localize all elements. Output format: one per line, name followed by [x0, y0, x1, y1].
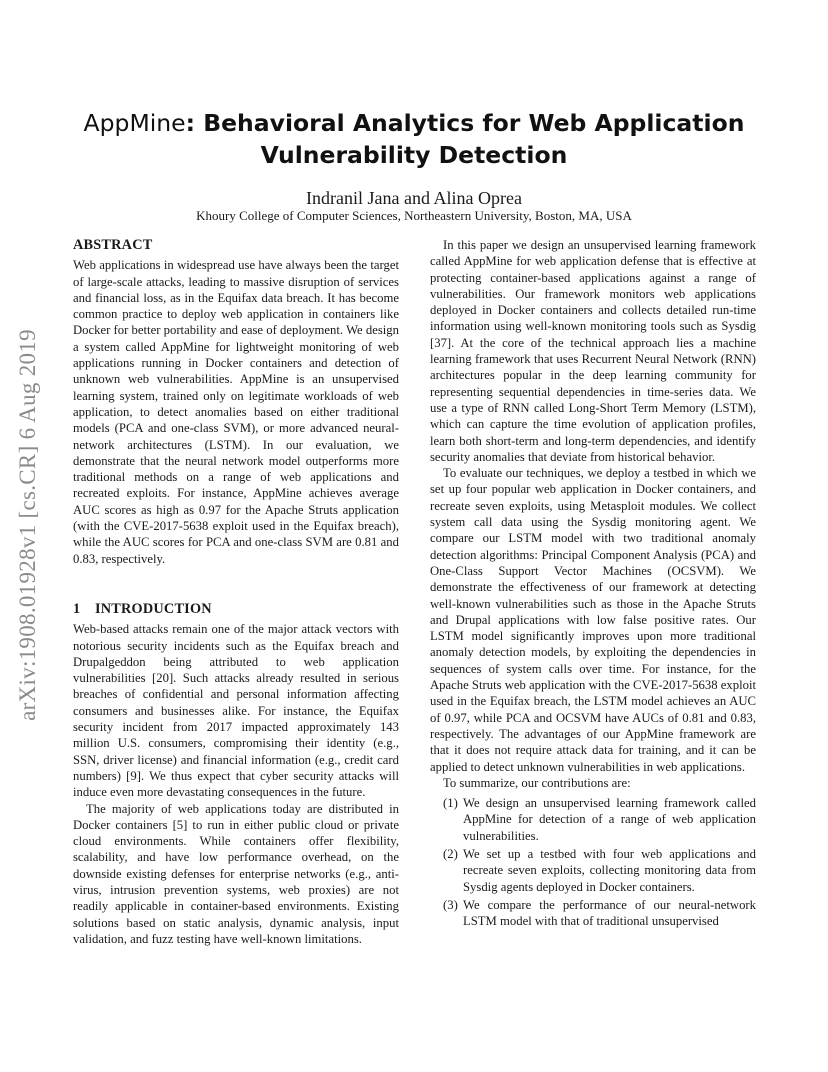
section-number: 1	[73, 600, 81, 617]
arxiv-identifier-text: arXiv:1908.01928v1 [cs.CR] 6 Aug 2019	[15, 329, 40, 721]
section-title: INTRODUCTION	[95, 600, 212, 617]
abstract-heading: ABSTRACT	[73, 237, 153, 253]
right-paragraph-2: To evaluate our techniques, we deploy a testbed in which we set up four popular web application in Docker containers, and recreate seven exploits, using Metasploit modules. We collect system call data using the Sysdig monitoring agent. We compare our LSTM model with two traditional anomaly detection algorithms: Principal Component Analysis (PCA) and One-Class Support Vector Machines (OCSVM). We demonstrate the effectiveness of our framework at detecting well-known vulnerabilities such as those in the Apache Struts and Drupal applications with low false positive rates. Our LSTM model significantly improves upon more traditional anomaly detection models, by exploiting the dependencies in sequences of system calls over time. For instance, for the Apache Struts web application with the CVE-2017-5638 exploit used in the Equifax breach, the LSTM model achieves an AUC of 0.97, while PCA and OCSVM have AUCs of 0.81 and 0.83, respectively. The advantages of our AppMine framework are that it does not require attack data for training, and it can be applied to detect unknown vulnerabilities in web applications.	[430, 466, 756, 774]
affiliation: Khoury College of Computer Sciences, Northeastern University, Boston, MA, USA	[196, 208, 632, 223]
right-paragraph-1: In this paper we design an unsupervised learning framework called AppMine for web application defense that is effective at protecting container-based applications against a range of vulnerabilities. Our framework monitors web applications deployed in Docker containers and collects detailed run-time information using well-known monitoring tools such as Sysdig [37]. At the core of the technical approach lies a machine learning framework that uses Recurrent Neural Network (RNN) architectures popular in the deep learning community for representing sequential dependencies in time-series data. We use a type of RNN called Long-Short Term Memory (LSTM), which can capture the time evolution of application profiles, learn both short-term and long-term dependencies, and identify security anomalies that deviate from historical behavior.	[430, 238, 756, 464]
abstract-text: Web applications in widespread use have always been the target of large-scale attacks, leading to massive disruption of services and financial loss, as in the Equifax data breach. It has become common practice to deploy web application in containers like Docker for better portability and ease of deployment. We design a system called AppMine for lightweight monitoring of web applications running in Docker containers and detection of unknown web vulnerabilities. AppMine is an unsupervised learning system, trained only on legitimate workloads of web application, to detect anomalies based on either traditional models (PCA and one-class SVM), or more advanced neural-network architectures (LSTM). In our evaluation, we demonstrate that the neural network model outperforms more traditional methods on a range of web applications and recreated exploits. For instance, AppMine achieves average AUC scores as high as 0.97 for the Apache Struts application (with the CVE-2017-5638 exploit used in the Equifax breach), while the AUC scores for PCA and one-class SVM are 0.81 and 0.83, respectively.	[73, 258, 399, 566]
list-item-text: We set up a testbed with four web applications and recreate seven exploits, collecting monitoring data from Sysdig agents deployed in Docker containers.	[463, 846, 756, 894]
title-line1: : Behavioral Analytics for Web Application	[185, 109, 745, 137]
list-item-text: We compare the performance of our neural-network LSTM model with that of traditional unsupervised	[463, 897, 756, 929]
list-item	[430, 846, 756, 895]
title-block	[60, 107, 768, 171]
intro-paragraph-2: The majority of web applications today are distributed in Docker containers [5] to run in either public cloud or private cloud environments. While containers offer flexibility, scalability, and have low performance overhead, on the downside existing defenses for enterprise networks (e.g., anti-virus, intrusion prevention systems, web proxies) are not readily applicable in container-based environments. Existing solutions based on static analysis, dynamic analysis, input validation, and fuzz testing have well-known limitations.	[73, 801, 399, 946]
contributions-intro: To summarize, our contributions are:	[443, 775, 631, 790]
title-line2: Vulnerability Detection	[260, 141, 568, 169]
paper-title	[60, 107, 768, 171]
contributions-list	[430, 795, 756, 929]
title-app-name: AppMine	[83, 109, 186, 137]
left-column	[73, 237, 399, 947]
right-column	[430, 237, 756, 931]
list-item-text: We design an unsupervised learning framework called AppMine for detection of a range of web application vulnerabilities.	[463, 796, 756, 843]
arxiv-identifier	[8, 290, 48, 760]
list-marker: (3)	[443, 897, 458, 912]
list-item	[430, 795, 756, 844]
introduction-heading	[73, 601, 399, 617]
authors: Indranil Jana and Alina Oprea	[306, 188, 522, 208]
list-marker: (1)	[443, 796, 458, 811]
list-item	[430, 897, 756, 930]
list-marker: (2)	[443, 846, 458, 861]
intro-paragraph-1: Web-based attacks remain one of the major attack vectors with notorious security incidents such as the Equifax breach and Drupalgeddon being attributed to web application vulnerabilities [20]. Such attacks already resulted in serious breaches of confidential and personal information affecting consumers and businesses alike. For instance, the Equifax security incident from 2017 impacted approximately 143 million U.S. consumers, compromising their identity (e.g., SSN, driver license) and financial information (e.g., credit card numbers) [9]. We thus expect that cyber security attacks will induce even more devastating consequences in the future.	[73, 622, 399, 800]
